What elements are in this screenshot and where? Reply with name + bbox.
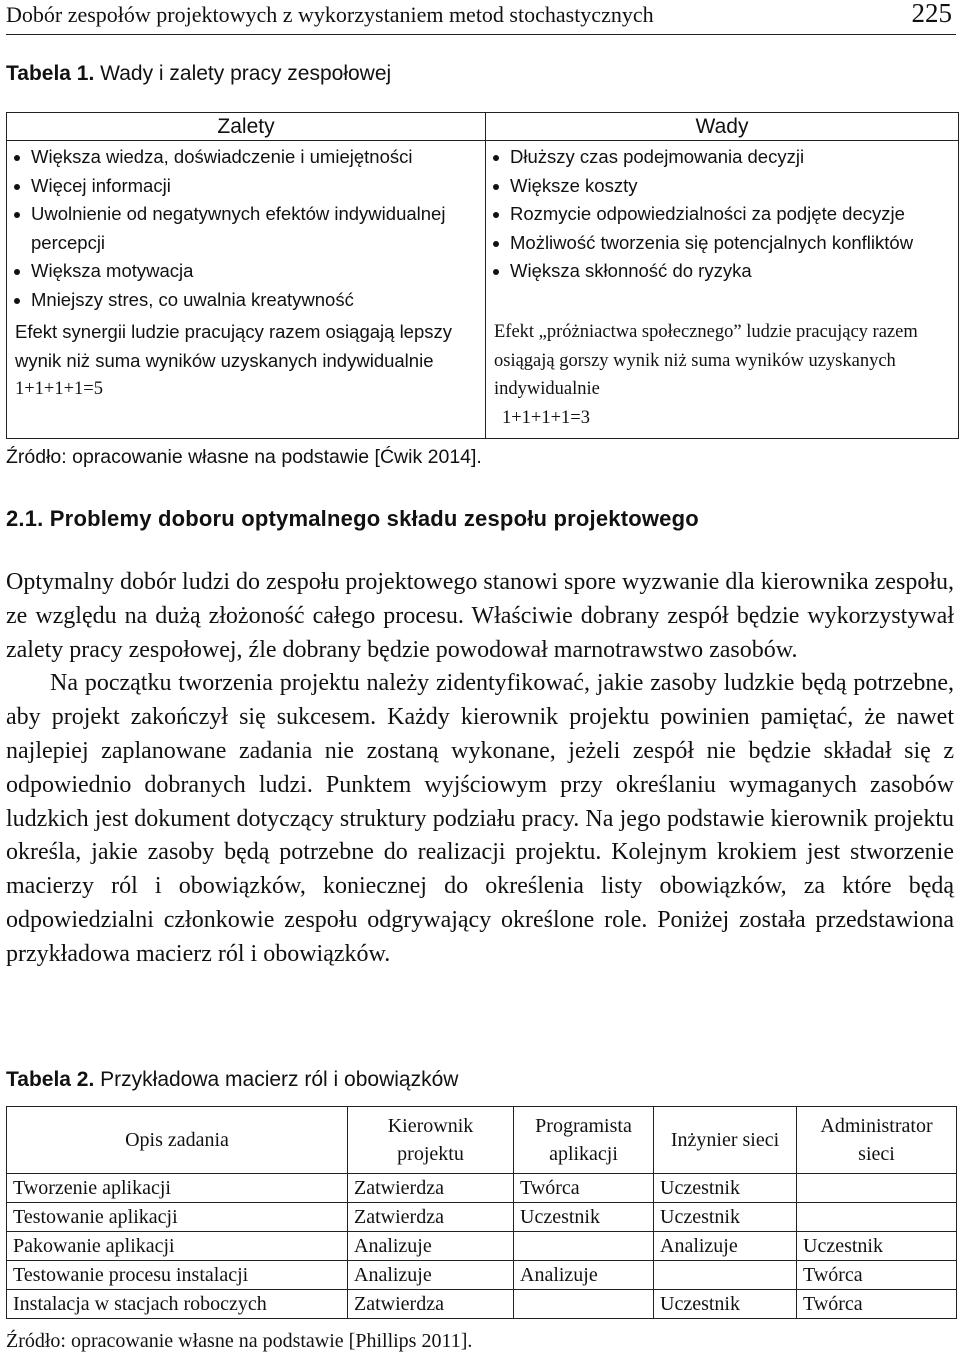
table-cell [514,1290,654,1319]
table-cell: Testowanie procesu instalacji [7,1261,348,1290]
idleness-text: Efekt „próżniactwa społecznego” ludzie pracujący razem osiągają gorszy wynik niż suma wyników uzyskanych indywidualnie [494,322,918,399]
table-cell: Analizuje [348,1232,514,1261]
table-cell: Zatwierdza [348,1290,514,1319]
table-cell: Pakowanie aplikacji [7,1232,348,1261]
table-cell [797,1174,957,1203]
table1-caption-label: Tabela 1. [6,62,95,85]
table-cell: Instalacja w stacjach roboczych [7,1290,348,1319]
header-cell: Administrator sieci [797,1107,957,1174]
table-cell: Testowanie aplikacji [7,1203,348,1232]
pros-list [7,143,481,314]
table-cell [514,1232,654,1261]
table-cell: Zatwierdza [348,1203,514,1232]
table-cell [797,1203,957,1232]
pros-header: Zalety [7,113,486,141]
table-cell: Twórca [797,1261,957,1290]
table-cell: Twórca [797,1290,957,1319]
cons-list [486,143,954,286]
table2-caption [6,1068,458,1092]
table-row [7,1290,957,1319]
table-cell: Twórca [514,1174,654,1203]
roles-matrix-table [6,1106,957,1319]
list-item: Dłuższy czas podejmowania decyzji [510,143,954,172]
cons-header: Wady [486,113,959,141]
list-item: Uwolnienie od negatywnych efektów indywidualnej percepcji [31,200,481,257]
table-cell: Uczestnik [654,1174,797,1203]
table-row [7,1174,957,1203]
pros-cell [7,141,486,317]
cons-cell [486,141,959,317]
table-row [7,1203,957,1232]
synergy-cell [7,316,486,439]
paragraph: Na początku tworzenia projektu należy zidentyfikować, jakie zasoby ludzkie będą potrzebne, aby projekt zakończył się sukcesem. Każdy kierownik projektu powinien pamiętać, że nawet najlepiej zaplanowane zadania nie zostaną wykonane, jeżeli zespół nie będzie składał się z odpowiednio dobranych ludzi. Punktem wyjściowym przy określaniu wymaganych zasobów ludzkich jest dokument dotyczący struktury podziału pracy. Na jego podstawie kierownik projektu określa, jakie zasoby będą potrzebne do realizacji projektu. Kolejnym krokiem jest stworzenie macierzy ról i obowiązków, koniecznej do określenia listy obowiązków, za które będą odpowiedzialni członkowie zespołu odgrywający określone role. Poniżej została przedstawiona przykładowa macierz ról i obowiązków. [6,670,954,967]
section-heading: 2.1. Problemy doboru optymalnego składu zespołu projektowego [6,506,699,531]
table-cell: Uczestnik [654,1203,797,1232]
table2-caption-text: Przykładowa macierz ról i obowiązków [94,1068,459,1091]
list-item: Większa wiedza, doświadczenie i umiejętności [31,143,481,172]
list-item: Większe koszty [510,172,954,201]
synergy-text: Efekt synergii ludzie pracujący razem osiągają lepszy wynik niż suma wyników uzyskanych indywidualnie [15,321,453,371]
table-header-row [7,1107,957,1174]
header-cell: Programista aplikacji [514,1107,654,1174]
page-number: 225 [911,0,952,28]
table2-caption-label: Tabela 2. [6,1068,95,1091]
idleness-cell [486,316,959,439]
paragraph: Optymalny dobór ludzi do zespołu projektowego stanowi spore wyzwanie dla kierownika zespołu, ze względu na dużą złożoność całego procesu. Właściwie dobrany zespół będzie wykorzystywał zalety pracy zespołowej, źle dobrany będzie powodował marnotrawstwo zasobów. [6,569,954,663]
idleness-sum: 1+1+1+1=3 [502,407,590,428]
table-cell: Uczestnik [797,1232,957,1261]
list-item: Więcej informacji [31,172,481,201]
list-item: Większa skłonność do ryzyka [510,257,954,286]
list-item: Możliwość tworzenia się potencjalnych konfliktów [510,229,954,258]
table2-source: Źródło: opracowanie własne na podstawie [Phillips 2011]. [6,1330,473,1352]
table1-caption [6,62,391,86]
table-cell: Uczestnik [514,1203,654,1232]
table-row [7,1232,957,1261]
table-cell: Analizuje [514,1261,654,1290]
table-cell: Analizuje [654,1232,797,1261]
table-row [7,1261,957,1290]
table-cell [654,1261,797,1290]
list-item: Rozmycie odpowiedzialności za podjęte decyzje [510,200,954,229]
pros-cons-table [6,112,959,439]
list-item: Mniejszy stres, co uwalnia kreatywność [31,286,481,315]
table-cell: Uczestnik [654,1290,797,1319]
header-cell: Opis zadania [7,1107,348,1174]
body-text [6,566,954,972]
table-cell: Zatwierdza [348,1174,514,1203]
header-cell: Inżynier sieci [654,1107,797,1174]
synergy-sum: 1+1+1+1=5 [15,379,103,399]
table-cell: Analizuje [348,1261,514,1290]
table1-caption-text: Wady i zalety pracy zespołowej [94,62,392,85]
table1-source: Źródło: opracowanie własne na podstawie [Ćwik 2014]. [6,446,482,468]
header-cell: Kierownik projektu [348,1107,514,1174]
list-item: Większa motywacja [31,257,481,286]
running-header [6,0,956,35]
running-title: Dobór zespołów projektowych z wykorzystaniem metod stochastycznych [6,2,654,27]
table-cell: Tworzenie aplikacji [7,1174,348,1203]
